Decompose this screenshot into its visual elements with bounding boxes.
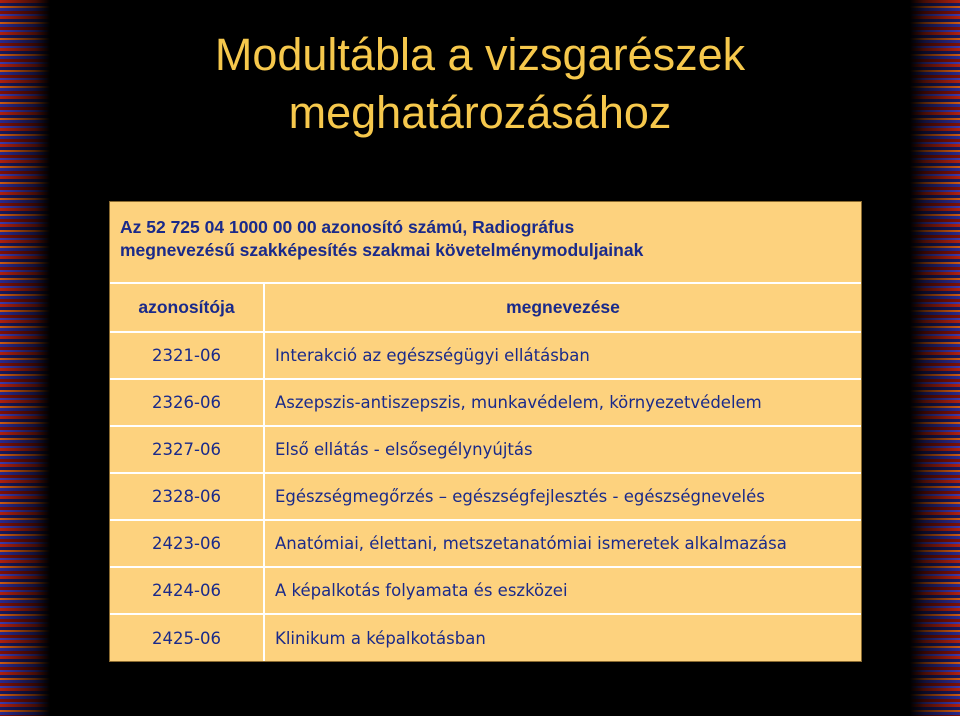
table-row (110, 379, 861, 426)
module-name-cell: Klinikum a képalkotásban (264, 614, 861, 661)
decorative-stripes-right (910, 0, 960, 716)
module-name-cell: Interakció az egészségügyi ellátásban (264, 332, 861, 379)
caption-line-2: megnevezésű szakképesítés szakmai követelménymoduljainak (120, 240, 644, 260)
table-row (110, 567, 861, 614)
table-row (110, 426, 861, 473)
module-id-cell: 2327-06 (110, 426, 264, 473)
module-name-cell: A képalkotás folyamata és eszközei (264, 567, 861, 614)
modules-grid (110, 284, 861, 661)
slide-title (60, 26, 900, 142)
module-name-cell: Első ellátás - elsősegélynyújtás (264, 426, 861, 473)
decorative-stripes-left (0, 0, 50, 716)
column-header-row (110, 284, 861, 332)
module-table (109, 201, 862, 662)
column-header-name: megnevezése (264, 284, 861, 332)
table-row (110, 614, 861, 661)
table-row (110, 332, 861, 379)
module-id-cell: 2423-06 (110, 520, 264, 567)
module-id-cell: 2425-06 (110, 614, 264, 661)
module-id-cell: 2424-06 (110, 567, 264, 614)
module-name-cell: Anatómiai, élettani, metszetanatómiai ismeretek alkalmazása (264, 520, 861, 567)
module-name-cell: Aszepszis-antiszepszis, munkavédelem, környezetvédelem (264, 379, 861, 426)
table-row (110, 520, 861, 567)
title-line-1: Modultábla a vizsgarészek (214, 29, 746, 80)
table-row (110, 473, 861, 520)
module-id-cell: 2326-06 (110, 379, 264, 426)
module-id-cell: 2321-06 (110, 332, 264, 379)
title-line-2: meghatározásához (288, 87, 672, 138)
module-id-cell: 2328-06 (110, 473, 264, 520)
table-caption (110, 202, 861, 284)
module-name-cell: Egészségmegőrzés – egészségfejlesztés - egészségnevelés (264, 473, 861, 520)
caption-line-1: Az 52 725 04 1000 00 00 azonosító számú, Radiográfus (120, 217, 575, 237)
column-header-id: azonosítója (110, 284, 264, 332)
